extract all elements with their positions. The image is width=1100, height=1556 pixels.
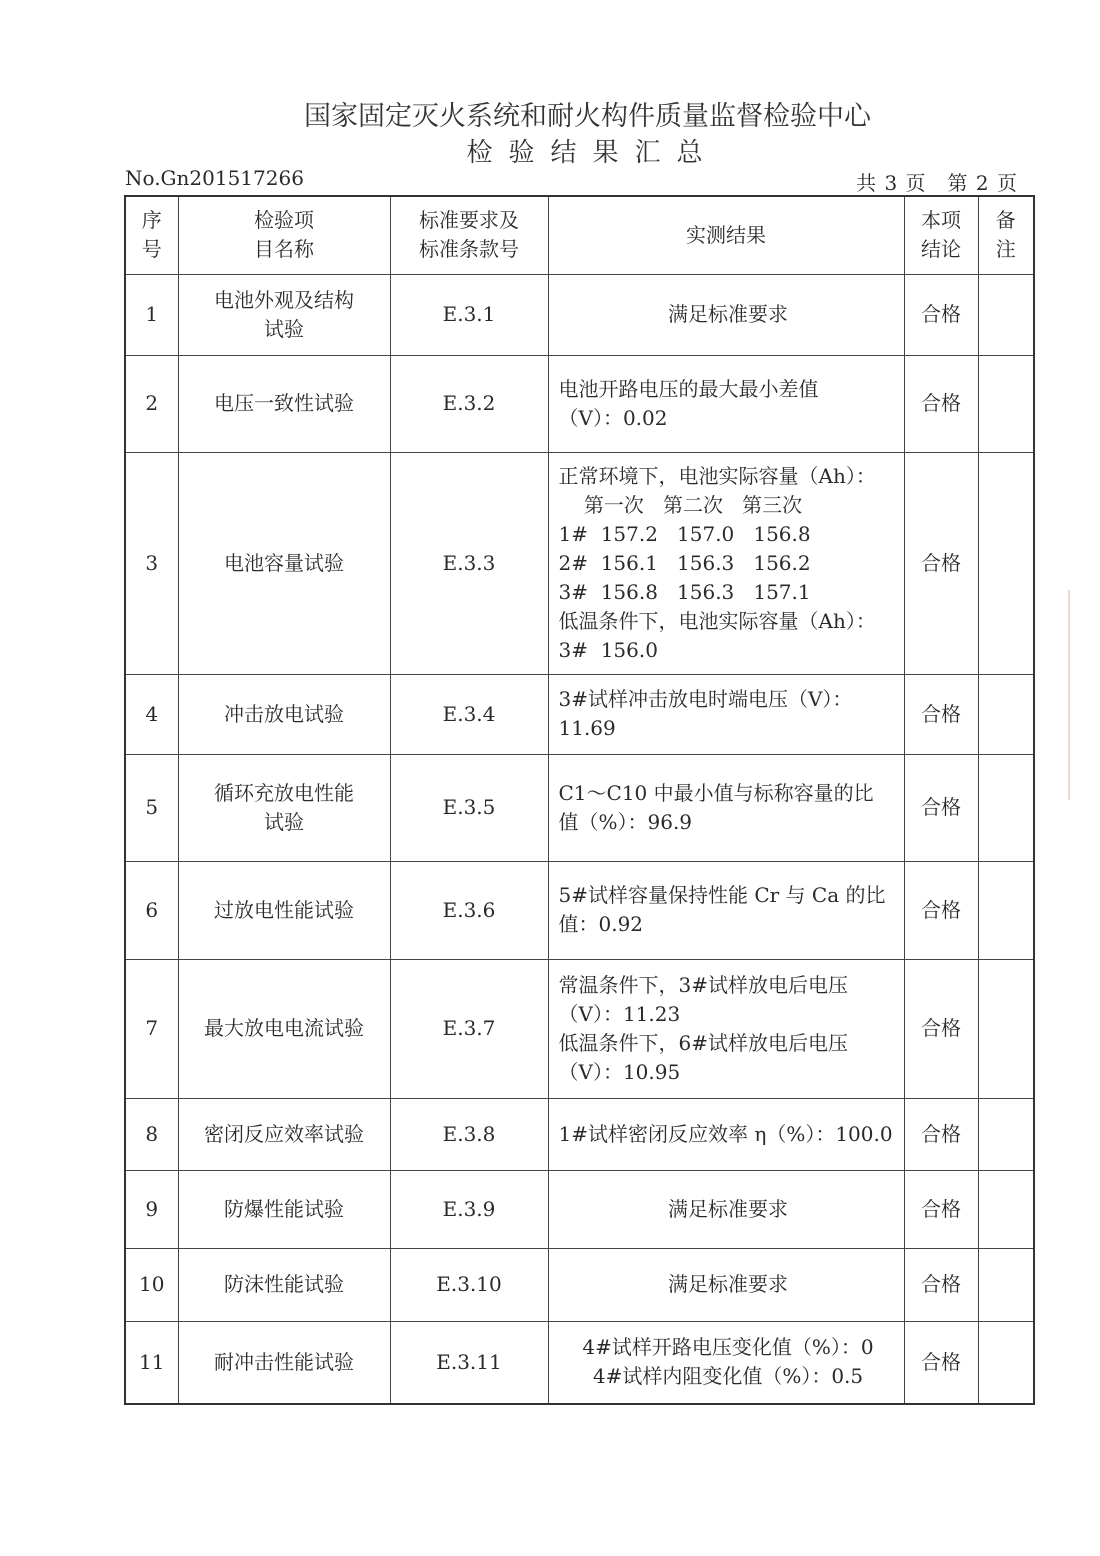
table-row [125, 1321, 1034, 1404]
result-line: 低温条件下，6#试样放电后电压 [558, 1030, 848, 1055]
conclusion: 合格 [904, 355, 978, 452]
item-name [178, 1098, 390, 1170]
conclusion: 合格 [904, 1321, 978, 1404]
remark [978, 1170, 1034, 1248]
item-name-text: 试验 [264, 316, 304, 341]
stamp-mark [1068, 590, 1092, 800]
item-name [178, 959, 390, 1098]
column-header-text: 标准要求及 [419, 208, 519, 233]
standard-clause: E.3.5 [390, 754, 548, 861]
standard-clause: E.3.10 [390, 1248, 548, 1321]
column-header [178, 196, 390, 274]
item-name-text: 电池容量试验 [224, 550, 344, 575]
result-line: 低温条件下，电池实际容量（Ah）： [558, 608, 876, 633]
result-line: 3#试样冲击放电时端电压（V）： [558, 687, 853, 711]
row-number: 10 [125, 1248, 178, 1321]
column-header [978, 196, 1034, 274]
result-line: 电池开路电压的最大最小差值 [558, 376, 819, 401]
item-name-text: 电池外观及结构 [214, 287, 354, 312]
column-header [904, 196, 978, 274]
item-name [178, 674, 390, 754]
item-name-text: 过放电性能试验 [214, 897, 354, 922]
item-name [178, 1321, 390, 1404]
column-header-text: 序 [141, 208, 162, 233]
test-result [548, 754, 904, 861]
remark [978, 1098, 1034, 1170]
results-table [124, 195, 1035, 1405]
table-row [125, 674, 1034, 754]
result-line: 11.69 [558, 716, 616, 740]
row-number: 1 [125, 274, 178, 355]
result-line: 正常环境下，电池实际容量（Ah）： [558, 463, 876, 488]
item-name-text: 密闭反应效率试验 [204, 1121, 364, 1146]
table-header [125, 196, 1034, 274]
column-header [548, 196, 904, 274]
conclusion: 合格 [904, 274, 978, 355]
table-row [125, 1248, 1034, 1321]
remark [978, 452, 1034, 674]
column-header [390, 196, 548, 274]
table-row [125, 1170, 1034, 1248]
item-name-text: 防爆性能试验 [224, 1196, 344, 1221]
column-header-text: 备 [995, 208, 1016, 233]
row-number: 4 [125, 674, 178, 754]
column-header [125, 196, 178, 274]
conclusion: 合格 [904, 861, 978, 959]
result-line: 值：0.92 [558, 912, 644, 936]
column-header-text: 标准条款号 [419, 237, 519, 262]
standard-clause: E.3.8 [390, 1098, 548, 1170]
remark [978, 1248, 1034, 1321]
item-name-text: 电压一致性试验 [214, 391, 354, 415]
result-line: 第一次 第二次 第三次 [558, 492, 803, 517]
result-line: 常温条件下，3#试样放电后电压 [558, 972, 848, 997]
item-name [178, 754, 390, 861]
conclusion: 合格 [904, 1098, 978, 1170]
test-result [548, 1170, 904, 1248]
row-number: 6 [125, 861, 178, 959]
result-line: 满足标准要求 [668, 302, 788, 326]
column-header-text: 注 [995, 237, 1016, 262]
result-line: 2# 156.1 156.3 156.2 [558, 550, 811, 575]
item-name [178, 1248, 390, 1321]
item-name-text: 防沫性能试验 [224, 1272, 344, 1296]
table-row [125, 959, 1034, 1098]
row-number: 2 [125, 355, 178, 452]
conclusion: 合格 [904, 1248, 978, 1321]
standard-clause: E.3.6 [390, 861, 548, 959]
item-name-text: 试验 [264, 809, 304, 834]
table-row [125, 355, 1034, 452]
column-header-text: 号 [141, 237, 162, 262]
result-line: 值（%）：96.9 [558, 809, 693, 834]
test-result [548, 274, 904, 355]
test-result [548, 861, 904, 959]
remark [978, 1321, 1034, 1404]
test-result [548, 959, 904, 1098]
test-result [548, 1098, 904, 1170]
doc-title: 检验结果汇总 [466, 138, 719, 168]
standard-clause: E.3.3 [390, 452, 548, 674]
conclusion: 合格 [904, 959, 978, 1098]
result-line: C1～C10 中最小值与标称容量的比 [558, 780, 874, 805]
result-line: 1#试样密闭反应效率 η（%）：100.0 [558, 1121, 893, 1146]
standard-clause: E.3.2 [390, 355, 548, 452]
report-number: No.Gn201517266 [125, 166, 304, 190]
item-name [178, 452, 390, 674]
remark [978, 861, 1034, 959]
test-result [548, 1248, 904, 1321]
column-header-text: 目名称 [254, 237, 314, 262]
item-name-text: 冲击放电试验 [224, 701, 344, 726]
result-line: 3# 156.0 [558, 637, 658, 662]
item-name [178, 861, 390, 959]
row-number: 5 [125, 754, 178, 861]
remark [978, 355, 1034, 452]
row-number: 7 [125, 959, 178, 1098]
remark [978, 274, 1034, 355]
test-result [548, 355, 904, 452]
result-line: 4#试样开路电压变化值（%）：0 [582, 1335, 874, 1360]
result-line: （V）：11.23 [558, 1001, 681, 1026]
result-line: 5#试样容量保持性能 Cr 与 Ca 的比 [558, 883, 886, 907]
standard-clause: E.3.1 [390, 274, 548, 355]
row-number: 11 [125, 1321, 178, 1404]
conclusion: 合格 [904, 754, 978, 861]
page-indicator: 共 3 页 第 2 页 [856, 171, 1018, 195]
remark [978, 674, 1034, 754]
standard-clause: E.3.4 [390, 674, 548, 754]
table-row [125, 452, 1034, 674]
item-name-text: 最大放电电流试验 [204, 1016, 364, 1040]
result-line: （V）：0.02 [558, 405, 668, 430]
standard-clause: E.3.9 [390, 1170, 548, 1248]
conclusion: 合格 [904, 1170, 978, 1248]
org-title: 国家固定灭火系统和耐火构件质量监督检验中心 [304, 101, 871, 132]
standard-clause: E.3.7 [390, 959, 548, 1098]
result-line: 满足标准要求 [668, 1196, 788, 1221]
remark [978, 959, 1034, 1098]
item-name [178, 355, 390, 452]
test-result [548, 1321, 904, 1404]
item-name [178, 274, 390, 355]
table-row [125, 274, 1034, 355]
item-name-text: 循环充放电性能 [214, 780, 354, 805]
remark [978, 754, 1034, 861]
column-header-text: 本项结论 [921, 208, 961, 262]
table-row [125, 1098, 1034, 1170]
conclusion: 合格 [904, 674, 978, 754]
conclusion: 合格 [904, 452, 978, 674]
row-number: 3 [125, 452, 178, 674]
result-line: （V）：10.95 [558, 1059, 681, 1084]
row-number: 9 [125, 1170, 178, 1248]
column-header-text: 实测结果 [686, 222, 766, 247]
item-name-text: 耐冲击性能试验 [214, 1349, 354, 1374]
result-line: 4#试样内阻变化值（%）：0.5 [592, 1364, 864, 1389]
table-row [125, 861, 1034, 959]
result-line: 1# 157.2 157.0 156.8 [558, 521, 811, 546]
test-result [548, 674, 904, 754]
item-name [178, 1170, 390, 1248]
standard-clause: E.3.11 [390, 1321, 548, 1404]
result-line: 满足标准要求 [668, 1272, 788, 1296]
result-line: 3# 156.8 156.3 157.1 [558, 579, 811, 604]
column-header-text: 检验项 [254, 208, 314, 233]
test-result [548, 452, 904, 674]
row-number: 8 [125, 1098, 178, 1170]
table-row [125, 754, 1034, 861]
